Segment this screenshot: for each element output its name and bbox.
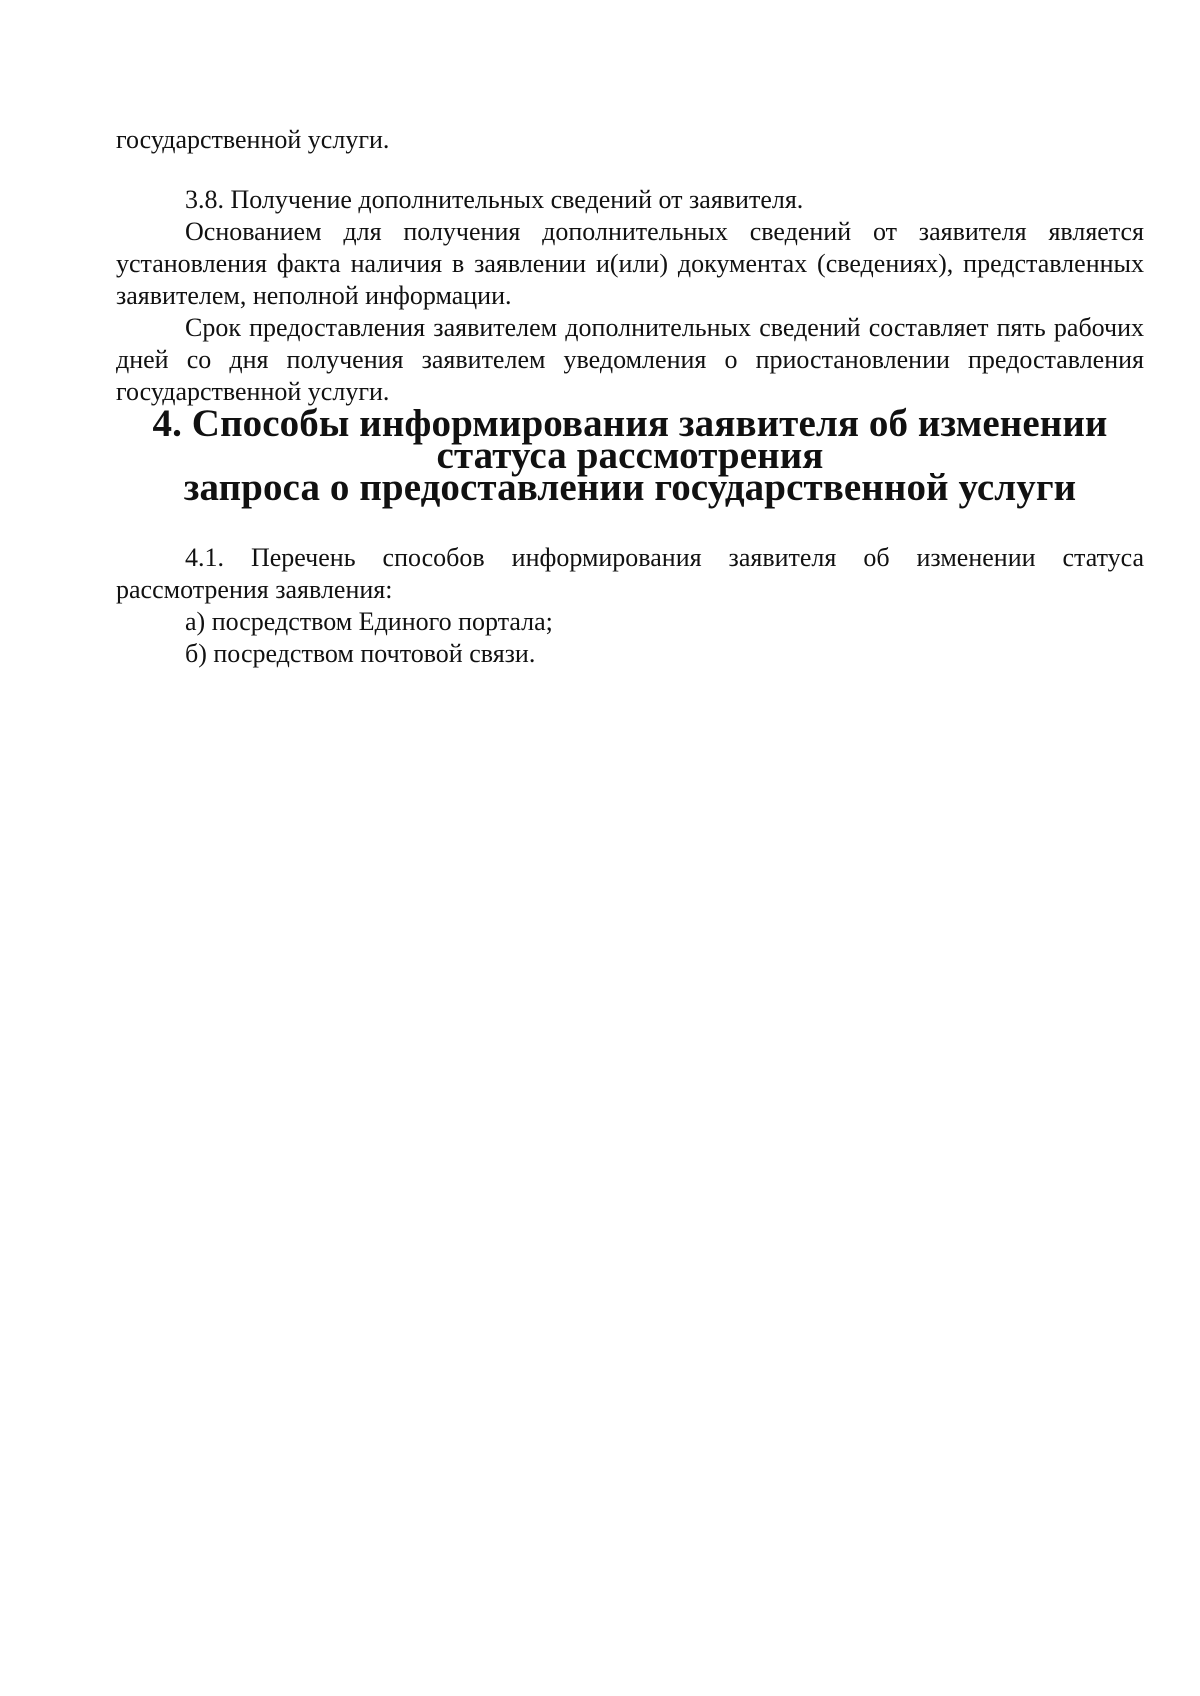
section-3-8-paragraph-1: Основанием для получения дополнительных сведений от заявителя является установления факта наличия в заявлении и(или) документах (сведениях), представленных заявителем, неполной информации. (116, 217, 1144, 310)
section-4-1-paragraph: 4.1. Перечень способов информирования заявителя об изменении статуса рассмотрения заявления: (116, 543, 1144, 604)
section-3-8-paragraph-2: Срок предоставления заявителем дополнительных сведений составляет пять рабочих дней со дня получения заявителем уведомления о приостановлении предоставления государственной услуги. (116, 313, 1144, 406)
list-item: а) посредством Единого портала; (185, 607, 553, 636)
section-4-heading-line-2: запроса о предоставлении государственной услуги (183, 466, 1077, 509)
document-body (116, 124, 1144, 670)
list-item: б) посредством почтовой связи. (185, 639, 536, 668)
section-4-heading-line-1: 4. Способы информирования заявителя об изменении статуса рассмотрения (152, 402, 1108, 477)
section-4-heading (116, 402, 1144, 509)
section-3-8-title: 3.8. Получение дополнительных сведений от заявителя. (185, 185, 804, 214)
continued-fragment: государственной услуги. (116, 125, 390, 154)
